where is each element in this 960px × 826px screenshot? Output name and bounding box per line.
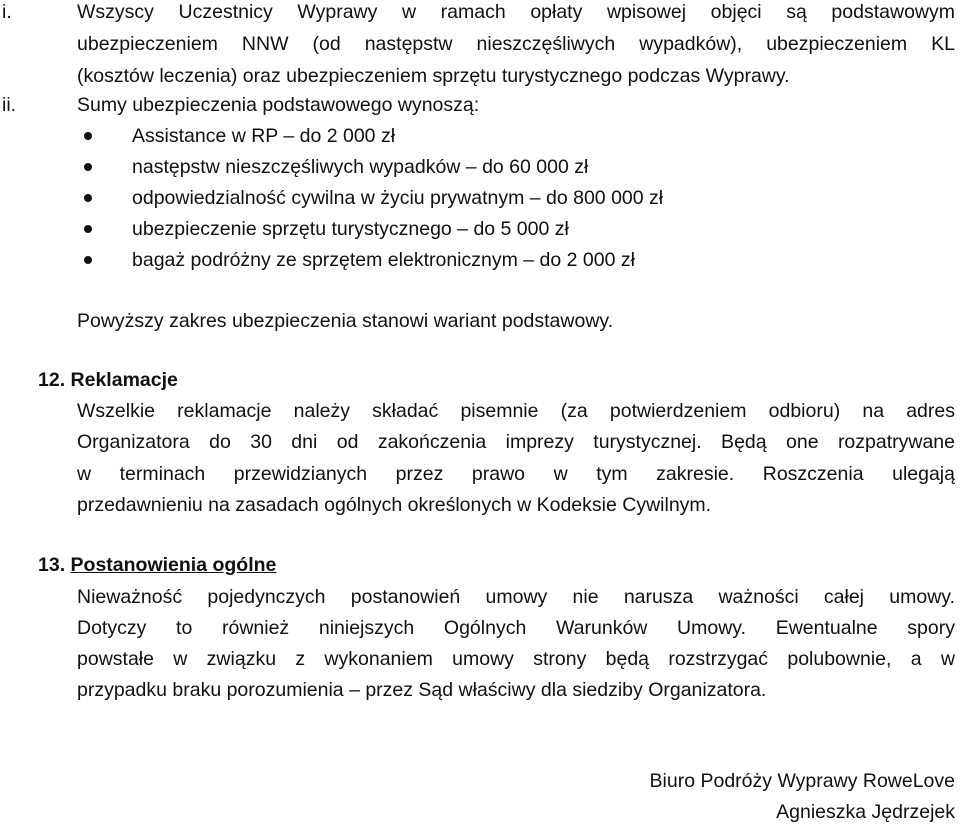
section-12-line-2: Organizatora do 30 dni od zakończenia imprezy turystycznej. Będą one rozpatrywane bbox=[77, 431, 955, 453]
section-12-line-4: przedawnieniu na zasadach ogólnych określonych w Kodeksie Cywilnym. bbox=[77, 494, 712, 516]
point-ii-intro: Sumy ubezpieczenia podstawowego wynoszą: bbox=[77, 94, 480, 116]
signature-company: Biuro Podróży Wyprawy RoweLove bbox=[649, 770, 955, 792]
bullet-dot bbox=[84, 256, 92, 264]
point-i-line-2: ubezpieczeniem NNW (od następstw nieszczęśliwych wypadków), ubezpieczeniem KL bbox=[77, 33, 955, 55]
bullet-item: odpowiedzialność cywilna w życiu prywatnym – do 800 000 zł bbox=[132, 187, 664, 209]
list-marker-i: i. bbox=[2, 1, 12, 23]
section-13-heading bbox=[38, 553, 276, 577]
section-12-line-3: w terminach przewidzianych przez prawo w tym zakresie. Roszczenia ulegają bbox=[77, 463, 955, 485]
section-12-title: Reklamacje bbox=[70, 369, 178, 391]
bullet-item: ubezpieczenie sprzętu turystycznego – do 5 000 zł bbox=[132, 218, 569, 240]
bullet-dot bbox=[84, 225, 92, 233]
section-13-line-1: Nieważność pojedynczych postanowień umowy nie narusza ważności całej umowy. bbox=[77, 586, 955, 608]
section-12-number: 12. bbox=[38, 369, 66, 391]
section-13-number: 13. bbox=[38, 554, 66, 576]
section-13-line-4: przypadku braku porozumienia – przez Sąd właściwy dla siedziby Organizatora. bbox=[77, 679, 767, 701]
list-marker-ii: ii. bbox=[2, 94, 17, 116]
bullet-item: następstw nieszczęśliwych wypadków – do 60 000 zł bbox=[132, 156, 589, 178]
signature-name: Agnieszka Jędrzejek bbox=[776, 801, 955, 823]
section-13-line-2: Dotyczy to również niniejszych Ogólnych Warunków Umowy. Ewentualne spory bbox=[77, 617, 955, 639]
section-13-title: Postanowienia ogólne bbox=[70, 554, 277, 576]
point-ii-summary: Powyższy zakres ubezpieczenia stanowi wariant podstawowy. bbox=[77, 310, 614, 332]
section-13-line-3: powstałe w związku z wykonaniem umowy strony będą rozstrzygać polubownie, a w bbox=[77, 648, 955, 670]
section-12-line-1: Wszelkie reklamacje należy składać pisemnie (za potwierdzeniem odbioru) na adres bbox=[77, 400, 955, 422]
point-i-line-3: (kosztów leczenia) oraz ubezpieczeniem sprzętu turystycznego podczas Wyprawy. bbox=[77, 65, 790, 87]
section-12-heading bbox=[38, 368, 178, 392]
bullet-dot bbox=[84, 163, 92, 171]
bullet-item: bagaż podróżny ze sprzętem elektronicznym – do 2 000 zł bbox=[132, 249, 635, 271]
bullet-dot bbox=[84, 194, 92, 202]
bullet-item: Assistance w RP – do 2 000 zł bbox=[132, 125, 396, 147]
bullet-dot bbox=[84, 132, 92, 140]
point-i-line-1: Wszyscy Uczestnicy Wyprawy w ramach opłaty wpisowej objęci są podstawowym bbox=[77, 1, 955, 23]
